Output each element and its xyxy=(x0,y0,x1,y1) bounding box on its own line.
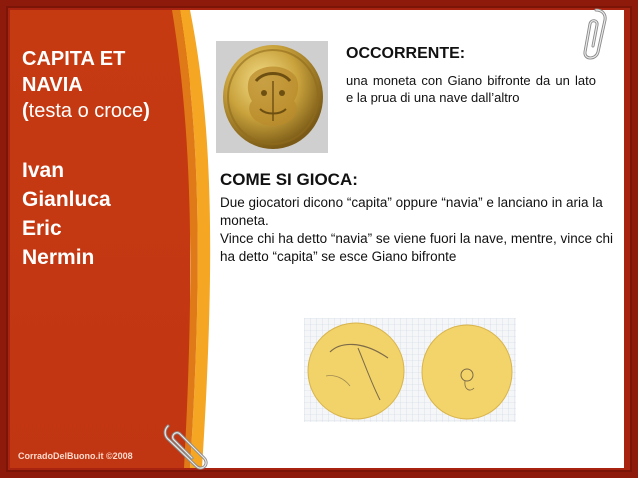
paperclip-icon xyxy=(574,6,610,66)
coin-photo xyxy=(216,41,328,153)
title-line: CAPITA ET xyxy=(22,48,126,70)
occorrente-heading: OCCORRENTE: xyxy=(346,45,466,62)
team-list xyxy=(22,156,182,272)
rules-paragraph: Vince chi ha detto “navia” se viene fuori la nave, mentre, vince chi ha detto “capita” se esce Giano bifronte xyxy=(220,231,613,264)
slide-title xyxy=(22,46,187,124)
rules-paragraph: Due giocatori dicono “capita” oppure “navia” e lanciano in aria la moneta. xyxy=(220,195,603,228)
coin-drawing xyxy=(304,318,516,422)
team-member: Eric xyxy=(22,217,62,240)
subtitle: testa o croce xyxy=(28,100,144,122)
team-member: Gianluca xyxy=(22,188,111,211)
team-member: Nermin xyxy=(22,246,95,269)
occorrente-text: una moneta con Giano bifronte da un lato e la prua di una nave dall’altro xyxy=(346,73,596,105)
paperclip-icon xyxy=(160,420,210,476)
credit: CorradoDelBuono.it ©2008 xyxy=(18,451,133,461)
subtitle-paren: ( xyxy=(22,100,29,122)
come-si-gioca-text xyxy=(220,194,615,266)
team-member: Ivan xyxy=(22,159,65,182)
come-si-gioca-heading: COME SI GIOCA: xyxy=(220,170,358,189)
subtitle-paren: ) xyxy=(143,100,150,122)
title-line: NAVIA xyxy=(22,74,83,96)
